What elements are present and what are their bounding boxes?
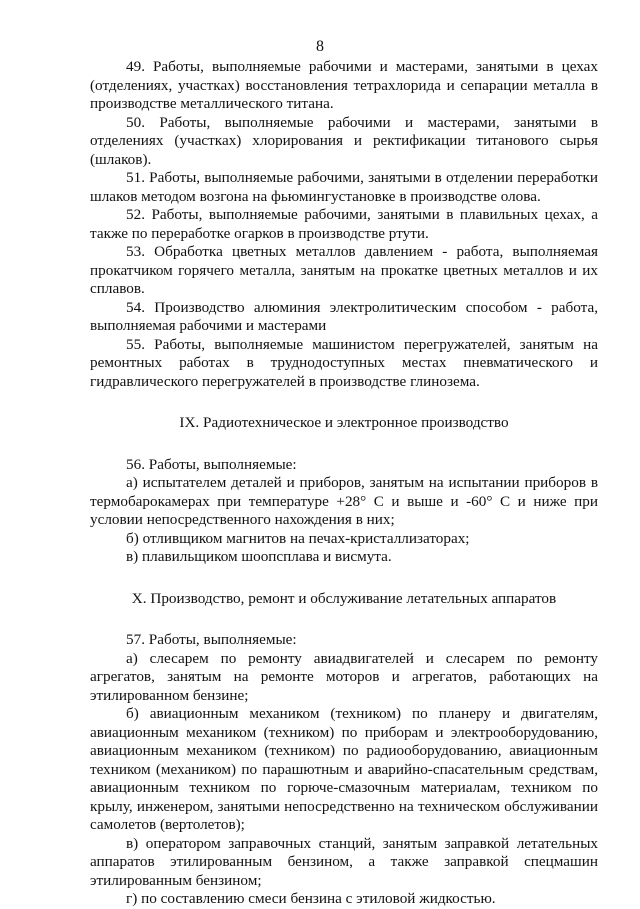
- page-number: 8: [316, 38, 324, 55]
- paragraph-52: 52. Работы, выполняемые рабочими, занятыми в плавильных цехах, а также по переработке огарков в производстве ртути.: [90, 206, 598, 242]
- paragraph-51: 51. Работы, выполняемые рабочими, занятыми в отделении переработки шлаков методом возгона на фьюмингустановке в производстве олова.: [90, 169, 598, 205]
- paragraph-57-b: б) авиационным механиком (техником) по планеру и двигателям, авиационным механиком (техником) по приборам и электрооборудованию, авиационным механиком (техником) по радиооборудованию, авиационным техником (механиком) по парашютным и аварийно-спасательным средствам, авиационным техником по горюче-смазочным материалам, техником по крылу, инженером, занятыми непосредственно на техническом обслуживании самолетов (вертолетов);: [90, 705, 598, 833]
- paragraph-57-c: в) оператором заправочных станций, занятым заправкой летательных аппаратов этилированным бензином, а также заправкой спецмашин этилированным бензином;: [90, 834, 598, 889]
- paragraph-57-d: г) по составлению смеси бензина с этиловой жидкостью.: [126, 890, 496, 907]
- document-body: [90, 58, 598, 909]
- paragraph-49: 49. Работы, выполняемые рабочими и мастерами, занятыми в цехах (отделениях, участках) восстановления тетрахлорида и сепарации металла в производстве металлического титана.: [90, 58, 598, 112]
- paragraph-57-a: а) слесарем по ремонту авиадвигателей и слесарем по ремонту агрегатов, занятым на ремонте моторов и агрегатов, работающих на этилированном бензине;: [90, 649, 598, 704]
- paragraph-50: 50. Работы, выполняемые рабочими и мастерами, занятыми в отделениях (участках) хлорирования и ректификации титанового сырья (шлаков).: [90, 113, 598, 168]
- section-heading-x: X. Производство, ремонт и обслуживание летательных аппаратов: [131, 589, 557, 607]
- paragraph-53: 53. Обработка цветных металлов давлением - работа, выполняемая прокатчиком горячего металла, занятым на прокатке цветных металлов и их сплавов.: [90, 243, 598, 297]
- paragraph-54: 54. Производство алюминия электролитическим способом - работа, выполняемая рабочими и мастерами: [90, 298, 598, 334]
- paragraph-56-title: 56. Работы, выполняемые:: [126, 455, 297, 473]
- section-heading-ix: IX. Радиотехническое и электронное производство: [179, 414, 509, 431]
- paragraph-55: 55. Работы, выполняемые машинистом перегружателей, занятым на ремонтных работах в труднодоступных местах пневматического и гидравлического перегружателей в производстве глинозема.: [90, 335, 598, 390]
- paragraph-56-c: в) плавильщиком шоопсплава и висмута.: [126, 548, 392, 565]
- paragraph-56-a: а) испытателем деталей и приборов, занятым на испытании приборов в термобарокамерах при температуре +28° С и выше и -60° С и ниже при условии непосредственного нахождения в них;: [90, 474, 598, 528]
- paragraph-57-title: 57. Работы, выполняемые:: [126, 631, 297, 648]
- paragraph-56-b: б) отливщиком магнитов на печах-кристаллизаторах;: [126, 529, 470, 547]
